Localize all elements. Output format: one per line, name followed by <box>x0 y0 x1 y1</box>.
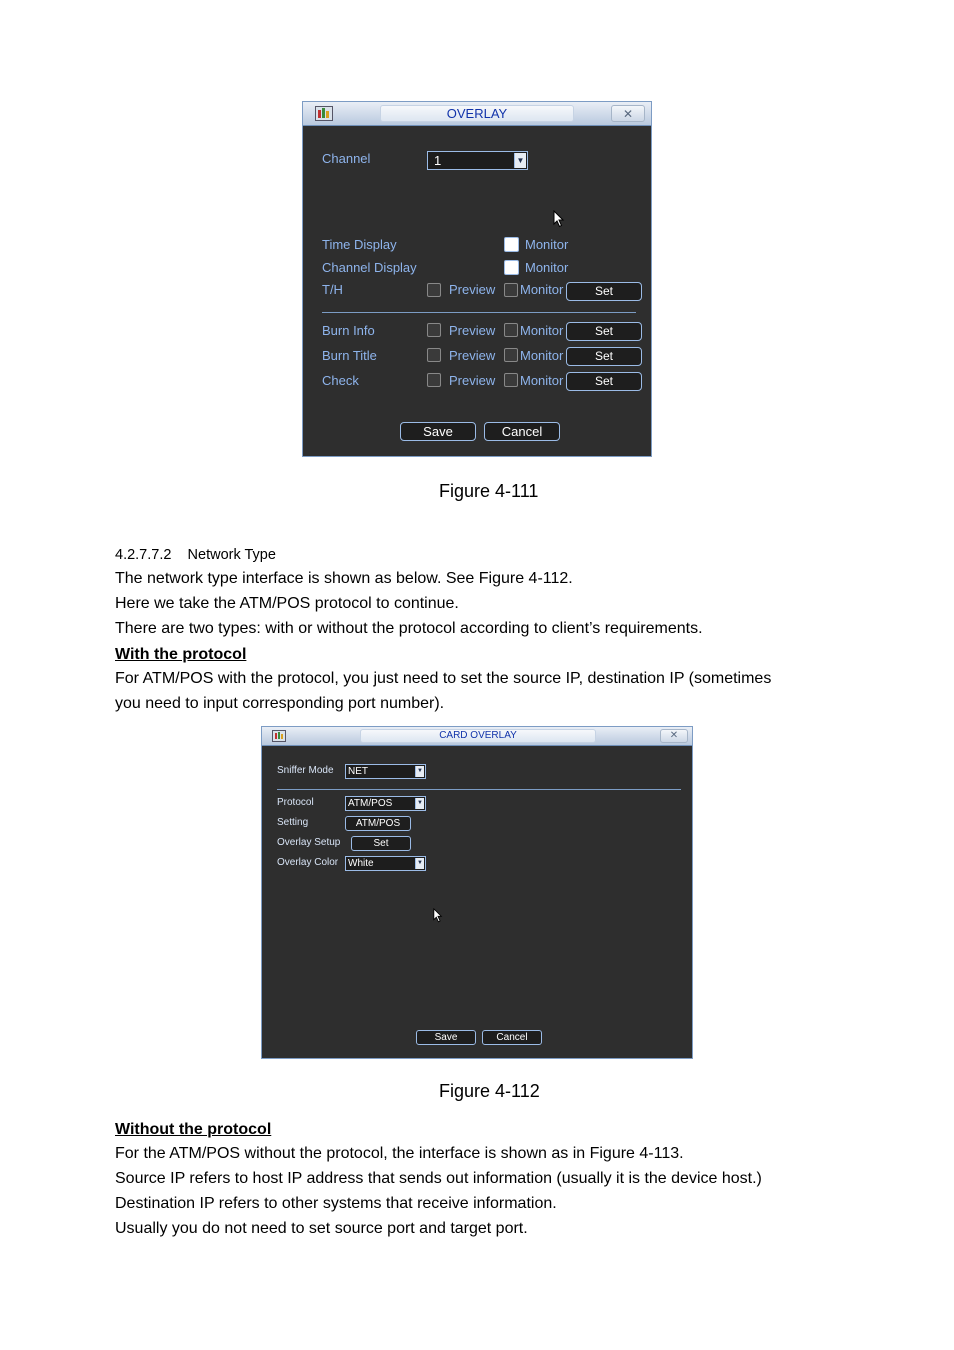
time-display-monitor-checkbox[interactable] <box>504 237 519 252</box>
th-monitor-checkbox[interactable] <box>504 283 518 297</box>
overlay-title: OVERLAY <box>380 105 574 122</box>
paragraph-line: Destination IP refers to other systems that receive information. <box>115 1195 557 1212</box>
check-monitor-checkbox[interactable] <box>504 373 518 387</box>
check-label: Check <box>322 373 359 388</box>
app-icon <box>272 730 286 742</box>
burn-title-preview-checkbox[interactable] <box>427 348 441 362</box>
chevron-down-icon: ▼ <box>415 858 424 869</box>
paragraph-line: For ATM/POS with the protocol, you just need to set the source IP, destination IP (sometimes <box>115 670 772 687</box>
chevron-down-icon: ▼ <box>415 766 424 777</box>
save-button[interactable]: Save <box>400 422 476 441</box>
paragraph-line: For the ATM/POS without the protocol, the interface is shown as in Figure 4-113. <box>115 1145 684 1162</box>
burn-title-label: Burn Title <box>322 348 377 363</box>
channel-label: Channel <box>322 151 371 166</box>
channel-value: 1 <box>434 153 442 168</box>
chevron-down-icon: ▼ <box>415 798 424 809</box>
burn-title-set-button[interactable]: Set <box>566 347 642 366</box>
mouse-cursor-icon <box>553 210 565 228</box>
check-set-button[interactable]: Set <box>566 372 642 391</box>
burn-title-preview-label: Preview <box>449 348 496 363</box>
time-display-label: Time Display <box>322 237 397 252</box>
section-divider <box>277 789 681 790</box>
overlay-color-value: White <box>348 858 374 869</box>
overlay-color-select[interactable] <box>345 856 426 871</box>
channel-display-monitor-checkbox[interactable] <box>504 260 519 275</box>
card-overlay-titlebar <box>262 727 692 746</box>
section-divider <box>322 312 636 313</box>
check-monitor-label: Monitor <box>520 373 564 388</box>
check-preview-checkbox[interactable] <box>427 373 441 387</box>
overlay-titlebar <box>303 102 651 126</box>
sniffer-mode-value: NET <box>348 766 368 777</box>
section-heading: 4.2.7.7.2 Network Type <box>115 547 276 563</box>
app-icon <box>315 106 333 121</box>
with-protocol-heading: With the protocol <box>115 646 247 663</box>
overlay-color-label: Overlay Color <box>277 857 339 868</box>
overlay-dialog <box>302 101 652 457</box>
burn-info-label: Burn Info <box>322 323 375 338</box>
save-button[interactable]: Save <box>416 1030 476 1045</box>
protocol-select[interactable] <box>345 796 426 811</box>
paragraph-line: The network type interface is shown as below. See Figure 4-112. <box>115 570 573 587</box>
chevron-down-icon: ▼ <box>514 153 526 168</box>
overlay-setup-label: Overlay Setup <box>277 837 341 848</box>
setting-label: Setting <box>277 817 309 828</box>
without-protocol-heading: Without the protocol <box>115 1121 272 1138</box>
paragraph-line: Here we take the ATM/POS protocol to continue. <box>115 595 459 612</box>
overlay-setup-set-button[interactable]: Set <box>351 836 411 851</box>
paragraph-line: you need to input corresponding port number). <box>115 695 445 712</box>
mouse-cursor-icon <box>433 908 443 923</box>
time-display-monitor-label: Monitor <box>525 237 569 252</box>
paragraph-line: There are two types: with or without the protocol according to client’s requirements. <box>115 620 703 637</box>
figure-caption-4-112: Figure 4-112 <box>439 1081 540 1101</box>
th-monitor-label: Monitor <box>520 282 564 297</box>
th-preview-checkbox[interactable] <box>427 283 441 297</box>
sniffer-mode-select[interactable] <box>345 764 426 779</box>
card-overlay-dialog <box>261 726 693 1059</box>
burn-title-monitor-label: Monitor <box>520 348 564 363</box>
burn-info-monitor-label: Monitor <box>520 323 564 338</box>
paragraph-line: Usually you do not need to set source port and target port. <box>115 1220 528 1237</box>
burn-info-monitor-checkbox[interactable] <box>504 323 518 337</box>
th-set-button[interactable]: Set <box>566 282 642 301</box>
cancel-button[interactable]: Cancel <box>484 422 560 441</box>
close-icon[interactable]: ✕ <box>611 105 645 122</box>
protocol-value: ATM/POS <box>348 798 393 809</box>
cancel-button[interactable]: Cancel <box>482 1030 542 1045</box>
channel-select[interactable] <box>427 151 528 170</box>
burn-info-preview-label: Preview <box>449 323 496 338</box>
channel-display-label: Channel Display <box>322 260 417 275</box>
burn-info-set-button[interactable]: Set <box>566 322 642 341</box>
close-icon[interactable]: ✕ <box>660 729 688 743</box>
setting-atm-pos-button[interactable]: ATM/POS <box>345 816 411 831</box>
channel-display-monitor-label: Monitor <box>525 260 569 275</box>
sniffer-mode-label: Sniffer Mode <box>277 765 334 776</box>
th-preview-label: Preview <box>449 282 496 297</box>
figure-caption-4-111: Figure 4-111 <box>439 481 539 501</box>
th-label: T/H <box>322 282 343 297</box>
card-overlay-title: CARD OVERLAY <box>360 729 596 743</box>
burn-info-preview-checkbox[interactable] <box>427 323 441 337</box>
check-preview-label: Preview <box>449 373 496 388</box>
paragraph-line: Source IP refers to host IP address that sends out information (usually it is the device host.) <box>115 1170 762 1187</box>
burn-title-monitor-checkbox[interactable] <box>504 348 518 362</box>
protocol-label: Protocol <box>277 797 314 808</box>
